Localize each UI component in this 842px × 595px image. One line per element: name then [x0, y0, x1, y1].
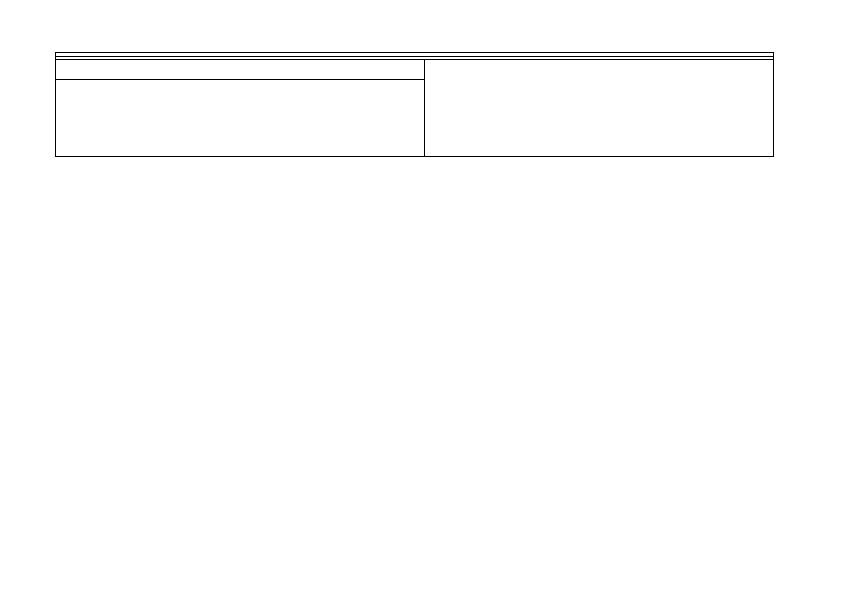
document-page — [55, 52, 773, 157]
left-column — [56, 60, 425, 157]
right-column — [425, 60, 774, 157]
columns-row — [56, 60, 774, 157]
results-table — [55, 52, 774, 157]
left-monolog-list — [56, 79, 424, 83]
right-dialog-item — [429, 80, 769, 93]
